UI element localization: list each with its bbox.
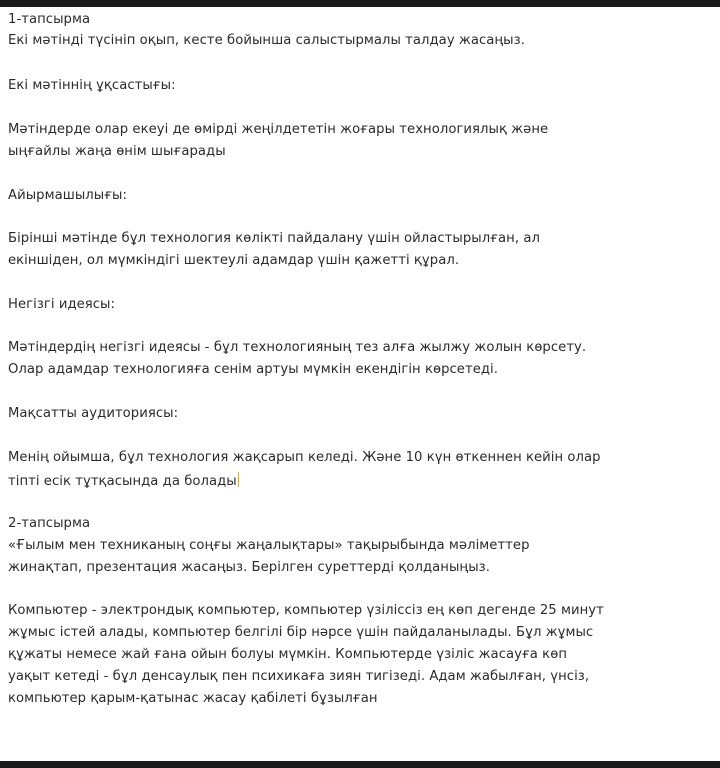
difference-heading: Айырмашылығы:: [8, 188, 128, 203]
similarity-line-2: ыңғайлы жаңа өнім шығарады: [8, 144, 226, 159]
computer-line-3: құжаты немесе жай ғана ойын болуы мүмкін. Компьютерде үзіліс жасауға көп: [8, 647, 567, 662]
main-idea-line-1: Мәтіндердің негізгі идеясы - бұл технологияның тез алға жылжу жолын көрсету.: [8, 340, 587, 355]
similarity-line-1: Мәтіндерде олар екеуі де өмірді жеңілдететін жоғары технологиялық және: [8, 122, 549, 137]
task2-line-2: жинақтап, презентация жасаңыз. Берілген суреттерді қолданыңыз.: [8, 560, 490, 575]
difference-line-1: Бірінші мәтінде бұл технология көлікті пайдалану үшін ойластырылған, ал: [8, 231, 540, 246]
audience-line-2: [8, 472, 239, 489]
audience-heading: Мақсатты аудиториясы:: [8, 406, 179, 421]
top-dark-bar: [0, 0, 720, 7]
computer-line-1: Компьютер - электрондық компьютер, компьютер үзіліссіз ең көп дегенде 25 минут: [8, 603, 604, 618]
similarity-heading: Екі мәтіннің ұқсастығы:: [8, 78, 176, 93]
computer-line-2: жұмыс істей алады, компьютер белгілі бір нәрсе үшін пайдаланылады. Бұл жұмыс: [8, 625, 594, 640]
audience-line-2-text: тіпті есік тұтқасында да болады: [8, 474, 237, 489]
computer-line-4: уақыт кетеді - бұл денсаулық пен психикаға зиян тигізеді. Адам жабылған, үнсіз,: [8, 669, 590, 684]
text-cursor: [238, 472, 240, 487]
difference-line-2: екіншіден, ол мүмкіндігі шектеулі адамдар үшін қажетті құрал.: [8, 253, 460, 268]
bottom-dark-bar: [0, 761, 720, 768]
audience-line-1: Менің ойымша, бұл технология жақсарып келеді. Және 10 күн өткеннен кейін олар: [8, 450, 601, 465]
main-idea-line-2: Олар адамдар технологияға сенім артуы мүмкін екендігін көрсетеді.: [8, 362, 498, 377]
document-page[interactable]: [0, 7, 720, 761]
main-idea-heading: Негізгі идеясы:: [8, 297, 116, 312]
computer-line-5: компьютер қарым-қатынас жасау қабілеті бұзылған: [8, 691, 378, 706]
task2-heading: 2-тапсырма: [8, 516, 91, 531]
task2-line-1: «Ғылым мен техниканың соңғы жаңалықтары» тақырыбында мәліметтер: [8, 538, 530, 553]
task1-instruction: Екі мәтінді түсініп оқып, кесте бойынша салыстырмалы талдау жасаңыз.: [8, 33, 525, 48]
task1-heading: 1-тапсырма: [8, 12, 91, 27]
